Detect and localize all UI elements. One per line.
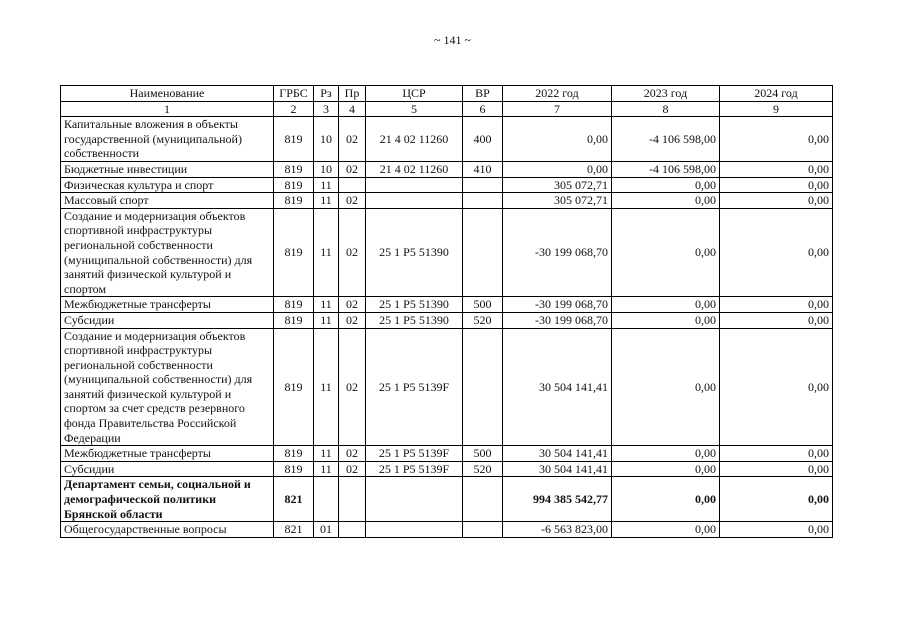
cell-name: Общегосударственные вопросы — [61, 522, 274, 538]
cell-vr — [463, 193, 503, 209]
table-row — [61, 177, 833, 193]
cell-2022: 30 504 141,41 — [503, 446, 612, 462]
cell-2024: 0,00 — [720, 208, 833, 297]
col-header-rz: Рз — [314, 86, 339, 102]
cell-rz: 11 — [314, 461, 339, 477]
cell-vr — [463, 328, 503, 446]
cell-grbs: 819 — [274, 446, 314, 462]
cell-rz: 11 — [314, 177, 339, 193]
cell-name: Создание и модернизация объектов спортивной инфраструктуры региональной собственности (муниципальной собственности) для занятий физической культурой и спортом — [61, 208, 274, 297]
col-number: 7 — [503, 101, 612, 117]
cell-2024: 0,00 — [720, 446, 833, 462]
cell-pr: 02 — [339, 161, 366, 177]
table-row — [61, 461, 833, 477]
col-number: 1 — [61, 101, 274, 117]
header-row — [61, 86, 833, 102]
cell-csr — [366, 177, 463, 193]
cell-rz — [314, 477, 339, 522]
col-number: 3 — [314, 101, 339, 117]
table-row — [61, 161, 833, 177]
cell-vr: 400 — [463, 117, 503, 162]
col-header-2024: 2024 год — [720, 86, 833, 102]
cell-name: Бюджетные инвестиции — [61, 161, 274, 177]
cell-rz: 10 — [314, 117, 339, 162]
cell-rz: 11 — [314, 193, 339, 209]
cell-2024: 0,00 — [720, 161, 833, 177]
cell-vr — [463, 177, 503, 193]
cell-vr: 520 — [463, 461, 503, 477]
cell-pr: 02 — [339, 297, 366, 313]
cell-grbs: 819 — [274, 208, 314, 297]
cell-pr: 02 — [339, 193, 366, 209]
cell-grbs: 819 — [274, 328, 314, 446]
cell-grbs: 821 — [274, 477, 314, 522]
cell-2023: -4 106 598,00 — [612, 161, 720, 177]
cell-rz: 11 — [314, 446, 339, 462]
cell-pr: 02 — [339, 446, 366, 462]
col-number: 9 — [720, 101, 833, 117]
cell-pr — [339, 477, 366, 522]
cell-rz: 11 — [314, 312, 339, 328]
cell-pr — [339, 522, 366, 538]
col-header-vr: ВР — [463, 86, 503, 102]
cell-vr — [463, 477, 503, 522]
cell-2023: 0,00 — [612, 461, 720, 477]
cell-2023: 0,00 — [612, 477, 720, 522]
col-header-2023: 2023 год — [612, 86, 720, 102]
cell-name: Департамент семьи, социальной и демографической политики Брянской области — [61, 477, 274, 522]
cell-csr: 25 1 P5 51390 — [366, 312, 463, 328]
cell-2022: -30 199 068,70 — [503, 208, 612, 297]
cell-grbs: 819 — [274, 177, 314, 193]
cell-vr: 410 — [463, 161, 503, 177]
cell-csr — [366, 522, 463, 538]
col-header-2022: 2022 год — [503, 86, 612, 102]
cell-vr: 520 — [463, 312, 503, 328]
cell-name: Массовый спорт — [61, 193, 274, 209]
cell-csr: 21 4 02 11260 — [366, 161, 463, 177]
table-body — [61, 117, 833, 538]
cell-2022: -30 199 068,70 — [503, 312, 612, 328]
cell-2023: 0,00 — [612, 297, 720, 313]
cell-vr — [463, 522, 503, 538]
cell-2023: 0,00 — [612, 312, 720, 328]
col-header-grbs: ГРБС — [274, 86, 314, 102]
cell-2023: 0,00 — [612, 193, 720, 209]
cell-vr — [463, 208, 503, 297]
cell-pr — [339, 177, 366, 193]
budget-table — [60, 85, 833, 538]
cell-pr: 02 — [339, 117, 366, 162]
col-header-pr: Пр — [339, 86, 366, 102]
cell-rz: 11 — [314, 208, 339, 297]
cell-2022: 0,00 — [503, 117, 612, 162]
cell-name: Капитальные вложения в объекты государственной (муниципальной) собственности — [61, 117, 274, 162]
cell-csr: 25 1 P5 5139F — [366, 328, 463, 446]
col-number: 8 — [612, 101, 720, 117]
cell-2023: 0,00 — [612, 208, 720, 297]
cell-2024: 0,00 — [720, 312, 833, 328]
table-row — [61, 312, 833, 328]
cell-name: Межбюджетные трансферты — [61, 297, 274, 313]
table-row — [61, 193, 833, 209]
cell-pr: 02 — [339, 461, 366, 477]
cell-rz: 11 — [314, 328, 339, 446]
col-number: 5 — [366, 101, 463, 117]
cell-2022: 305 072,71 — [503, 177, 612, 193]
cell-vr: 500 — [463, 446, 503, 462]
col-number: 6 — [463, 101, 503, 117]
col-number: 2 — [274, 101, 314, 117]
cell-2024: 0,00 — [720, 117, 833, 162]
table-row — [61, 328, 833, 446]
col-number: 4 — [339, 101, 366, 117]
cell-csr: 25 1 P5 5139F — [366, 446, 463, 462]
cell-grbs: 819 — [274, 161, 314, 177]
table-row — [61, 446, 833, 462]
cell-2024: 0,00 — [720, 193, 833, 209]
table-row — [61, 477, 833, 522]
cell-2023: 0,00 — [612, 446, 720, 462]
cell-name: Физическая культура и спорт — [61, 177, 274, 193]
cell-2024: 0,00 — [720, 328, 833, 446]
cell-csr — [366, 193, 463, 209]
table-row — [61, 297, 833, 313]
cell-name: Создание и модернизация объектов спортивной инфраструктуры региональной собственности (муниципальной собственности) для занятий физической культурой и спортом за счет средств резервного фонда Правительства Российской Федерации — [61, 328, 274, 446]
table-row — [61, 208, 833, 297]
cell-pr: 02 — [339, 328, 366, 446]
cell-csr: 25 1 P5 51390 — [366, 208, 463, 297]
col-header-csr: ЦСР — [366, 86, 463, 102]
column-number-row — [61, 101, 833, 117]
cell-2022: -30 199 068,70 — [503, 297, 612, 313]
cell-pr: 02 — [339, 208, 366, 297]
cell-2022: -6 563 823,00 — [503, 522, 612, 538]
table-row — [61, 522, 833, 538]
cell-name: Субсидии — [61, 461, 274, 477]
cell-2024: 0,00 — [720, 522, 833, 538]
cell-grbs: 819 — [274, 312, 314, 328]
cell-2024: 0,00 — [720, 477, 833, 522]
cell-grbs: 819 — [274, 193, 314, 209]
cell-2024: 0,00 — [720, 461, 833, 477]
cell-grbs: 819 — [274, 297, 314, 313]
cell-2022: 30 504 141,41 — [503, 328, 612, 446]
cell-grbs: 821 — [274, 522, 314, 538]
cell-2024: 0,00 — [720, 177, 833, 193]
cell-2022: 994 385 542,77 — [503, 477, 612, 522]
cell-rz: 01 — [314, 522, 339, 538]
cell-csr: 25 1 P5 5139F — [366, 461, 463, 477]
cell-csr: 25 1 P5 51390 — [366, 297, 463, 313]
cell-grbs: 819 — [274, 461, 314, 477]
cell-grbs: 819 — [274, 117, 314, 162]
cell-2023: 0,00 — [612, 522, 720, 538]
cell-2022: 0,00 — [503, 161, 612, 177]
cell-name: Субсидии — [61, 312, 274, 328]
cell-2022: 305 072,71 — [503, 193, 612, 209]
cell-pr: 02 — [339, 312, 366, 328]
table-row — [61, 117, 833, 162]
cell-2023: -4 106 598,00 — [612, 117, 720, 162]
page-number: ~ 141 ~ — [434, 33, 471, 47]
cell-name: Межбюджетные трансферты — [61, 446, 274, 462]
cell-2023: 0,00 — [612, 328, 720, 446]
cell-csr: 21 4 02 11260 — [366, 117, 463, 162]
cell-2024: 0,00 — [720, 297, 833, 313]
cell-2022: 30 504 141,41 — [503, 461, 612, 477]
cell-vr: 500 — [463, 297, 503, 313]
cell-rz: 10 — [314, 161, 339, 177]
col-header-name: Наименование — [61, 86, 274, 102]
cell-csr — [366, 477, 463, 522]
cell-2023: 0,00 — [612, 177, 720, 193]
cell-rz: 11 — [314, 297, 339, 313]
